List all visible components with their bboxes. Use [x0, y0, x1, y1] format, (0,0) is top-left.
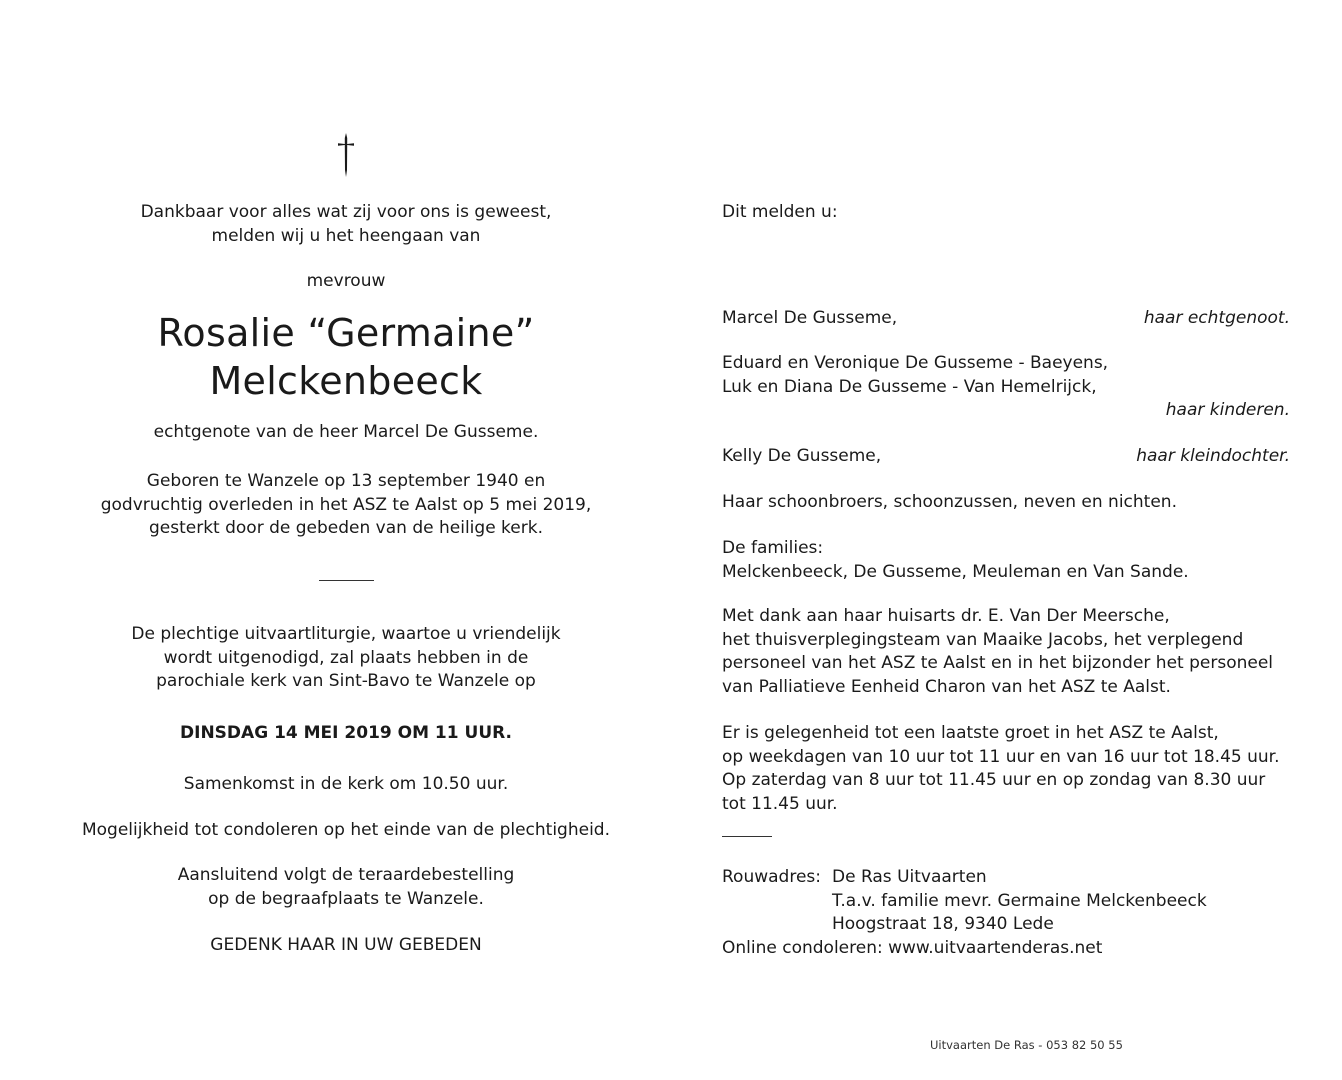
footer-credit: Uitvaarten De Ras - 053 82 50 55 [930, 1038, 1123, 1052]
announce-text: Dit melden u: [722, 202, 838, 222]
husband-row [722, 307, 1290, 331]
burial-text: Aansluitend volgt de teraardebestelling op de begraafplaats te Wanzele. [177, 865, 515, 909]
husband-name: Marcel De Gusseme, [722, 308, 898, 328]
granddaughter-role: haar kleindochter. [1136, 446, 1290, 466]
cross-icon [334, 132, 358, 178]
address-line: T.a.v. familie mevr. Germaine Melckenbeeck [832, 890, 1207, 911]
spouse-line: echtgenote van de heer Marcel De Gusseme. [153, 422, 539, 442]
birth-death-text: Geboren te Wanzele op 13 september 1940 en godvruchtig overleden in het ASZ te Aalst op 5 mei 2019, gesterkt door de gebeden van de heilige kerk. [100, 471, 592, 538]
divider [319, 580, 374, 581]
deceased-name: Rosalie “Germaine” Melckenbeeck [157, 311, 535, 403]
honorific: mevrouw [306, 271, 386, 291]
address-block [722, 866, 1290, 960]
children-role: haar kinderen. [1165, 400, 1290, 420]
thanks-text: Met dank aan haar huisarts dr. E. Van Der Meersche, het thuisverplegingsteam van Maaike Jacobs, het verplegend personeel van het ASZ te Aalst en in het bijzonder het personeel van Palliatieve Eenheid Charon van het ASZ te Aalst. [722, 606, 1274, 697]
children-block: Eduard en Veronique De Gusseme - Baeyens, Luk en Diana De Gusseme - Van Hemelrijck, haar kinderen. [722, 352, 1290, 423]
ceremony-date: DINSDAG 14 MEI 2019 OM 11 UUR. [180, 723, 512, 743]
gathering-text: Samenkomst in de kerk om 10.50 uur. [183, 774, 509, 794]
granddaughter-row [722, 445, 1290, 469]
families-text: De families: Melckenbeeck, De Gusseme, Meuleman en Van Sande. [722, 538, 1189, 582]
divider [722, 836, 772, 837]
address-label: Rouwadres: [722, 867, 821, 887]
condolence-text: Mogelijkheid tot condoleren op het einde van de plechtigheid. [81, 820, 610, 840]
ceremony-text: De plechtige uitvaartliturgie, waartoe u vriendelijk wordt uitgenodigd, zal plaats hebben in de parochiale kerk van Sint-Bavo te Wanzele op [131, 624, 561, 691]
address-line: Hoogstraat 18, 9340 Lede [832, 914, 1054, 934]
husband-role: haar echtgenoot. [1143, 308, 1290, 328]
visit-text: Er is gelegenheid tot een laatste groet in het ASZ te Aalst, op weekdagen van 10 uur tot 11 uur en van 16 uur tot 18.45 uur. Op zaterdag van 8 uur tot 11.45 uur en op zondag van 8.30 uur tot 11.45 uur. [722, 723, 1280, 814]
inlaws-text: Haar schoonbroers, schoonzussen, neven en nichten. [722, 492, 1177, 512]
address-line: De Ras Uitvaarten [832, 867, 987, 887]
intro-text: Dankbaar voor alles wat zij voor ons is geweest, melden wij u het heengaan van [140, 202, 552, 246]
prayer-text: GEDENK HAAR IN UW GEBEDEN [210, 935, 482, 955]
online-condolence: Online condoleren: www.uitvaartenderas.net [722, 937, 1103, 958]
granddaughter-name: Kelly De Gusseme, [722, 446, 882, 466]
